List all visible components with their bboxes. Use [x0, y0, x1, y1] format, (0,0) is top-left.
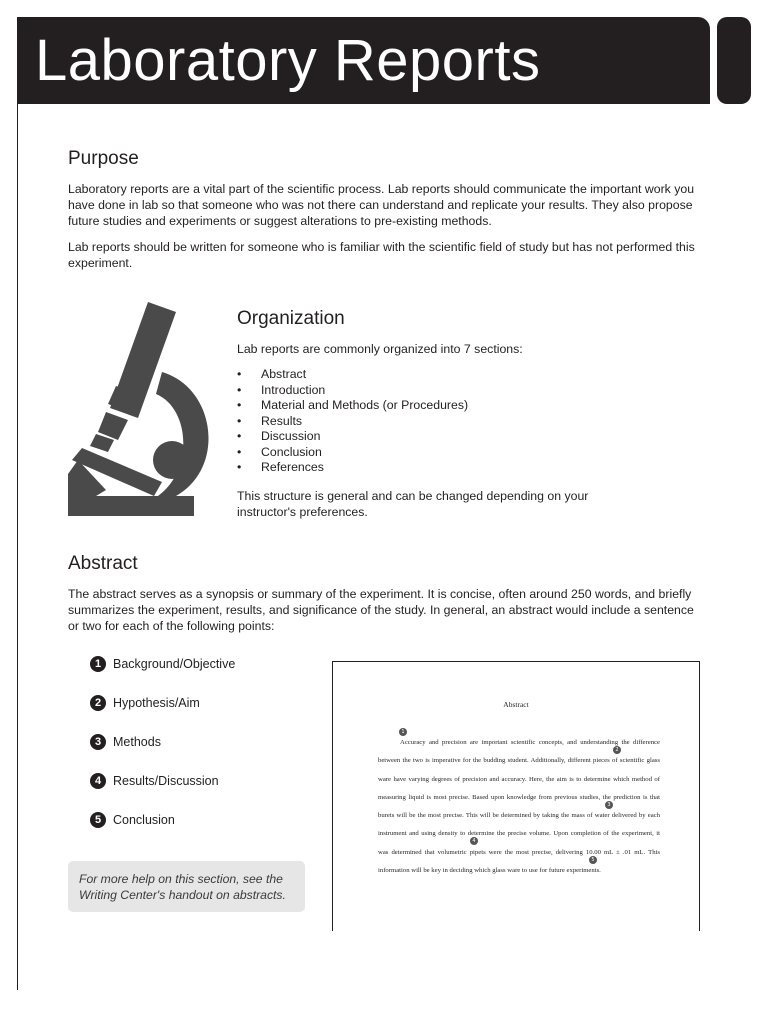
list-item — [90, 695, 235, 734]
section-name: References — [261, 460, 324, 474]
header-tab — [717, 17, 751, 104]
sample-abstract-text: Accuracy and precision are important scientific concepts, and understanding the difference between the two is imperative for the budding student. Additionally, different pieces of scientific glass ware have varying degrees of precision and accuracy. Here, the aim is to determine which method of measuring liquid is most precise. Based upon knowledge from previous studies, the prediction is that burets will be the most precise. This will be determined by taking the mass of water delivered by each instrument and using density to determine the precise volume. Upon completion of the experiment, it was determined that volumetric pipets were the most precise, delivering 10.00 mL ± .01 mL. This information will be key in deciding which glass ware to use for future experiments. — [378, 739, 660, 875]
sample-fade — [333, 901, 699, 931]
bullet-icon: • — [237, 398, 242, 412]
abstract-heading: Abstract — [68, 553, 138, 574]
number-badge: 5 — [90, 812, 106, 828]
organization-intro: Lab reports are commonly organized into 7 sections: — [237, 342, 523, 356]
number-badge: 2 — [90, 695, 106, 711]
number-badge: 1 — [90, 656, 106, 672]
purpose-heading: Purpose — [68, 148, 139, 169]
organization-heading: Organization — [237, 308, 345, 329]
section-name: Results — [261, 413, 303, 428]
number-badge: 3 — [90, 734, 106, 750]
point-label: Conclusion — [113, 813, 175, 827]
sample-marker: 4 — [470, 837, 478, 845]
microscope-icon — [66, 300, 216, 520]
list-item — [90, 656, 235, 695]
bullet-icon: • — [237, 382, 242, 397]
help-text: For more help on this section, see the Writing Center's handout on abstracts. — [79, 872, 286, 902]
sample-abstract-figure — [332, 661, 700, 931]
list-item — [237, 398, 468, 414]
section-name: Conclusion — [261, 444, 322, 459]
list-item — [237, 460, 468, 476]
point-label: Background/Objective — [113, 657, 236, 671]
purpose-paragraph-1: Laboratory reports are a vital part of the scientific process. Lab reports should communicate the important work you have done in lab so that someone who was not there can understand and replicate your results. They also propose future studies and experiments or suggest alterations to pre-existing methods. — [68, 182, 695, 228]
abstract-points-list — [90, 656, 235, 851]
purpose-paragraph-2: Lab reports should be written for someone who is familiar with the scientific field of study but has not performed this experiment. — [68, 240, 695, 270]
bullet-icon: • — [237, 367, 242, 381]
bullet-icon: • — [237, 413, 242, 428]
abstract-paragraph: The abstract serves as a synopsis or summary of the experiment. It is concise, often around 250 words, and briefly summarizes the experiment, results, and significance of the study. In general, an abstract would include a sentence or two for each of the following points: — [68, 587, 694, 633]
list-item — [90, 812, 235, 851]
sample-marker: 2 — [613, 746, 621, 754]
organization-section-list — [237, 367, 468, 476]
section-name: Material and Methods (or Procedures) — [261, 398, 469, 412]
bullet-icon: • — [237, 429, 242, 443]
section-name: Discussion — [261, 429, 321, 443]
sample-marker: 1 — [399, 728, 407, 736]
point-label: Results/Discussion — [113, 774, 219, 788]
list-item — [90, 773, 235, 812]
help-callout — [68, 861, 305, 912]
list-item — [90, 734, 235, 773]
page-left-rule — [17, 100, 18, 990]
list-item — [237, 429, 468, 445]
sample-marker: 3 — [605, 801, 613, 809]
section-name: Introduction — [261, 382, 326, 397]
point-label: Methods — [113, 735, 161, 749]
page-title: Laboratory Reports — [35, 28, 541, 93]
list-item — [237, 414, 468, 430]
section-name: Abstract — [261, 367, 307, 381]
list-item — [237, 367, 468, 383]
list-item — [237, 383, 468, 399]
point-label: Hypothesis/Aim — [113, 696, 200, 710]
number-badge: 4 — [90, 773, 106, 789]
list-item — [237, 445, 468, 461]
bullet-icon: • — [237, 444, 242, 459]
organization-note: This structure is general and can be changed depending on your instructor's preferences. — [237, 489, 589, 519]
sample-abstract-title: Abstract — [503, 700, 529, 709]
sample-marker: 5 — [589, 856, 597, 864]
bullet-icon: • — [237, 460, 242, 474]
